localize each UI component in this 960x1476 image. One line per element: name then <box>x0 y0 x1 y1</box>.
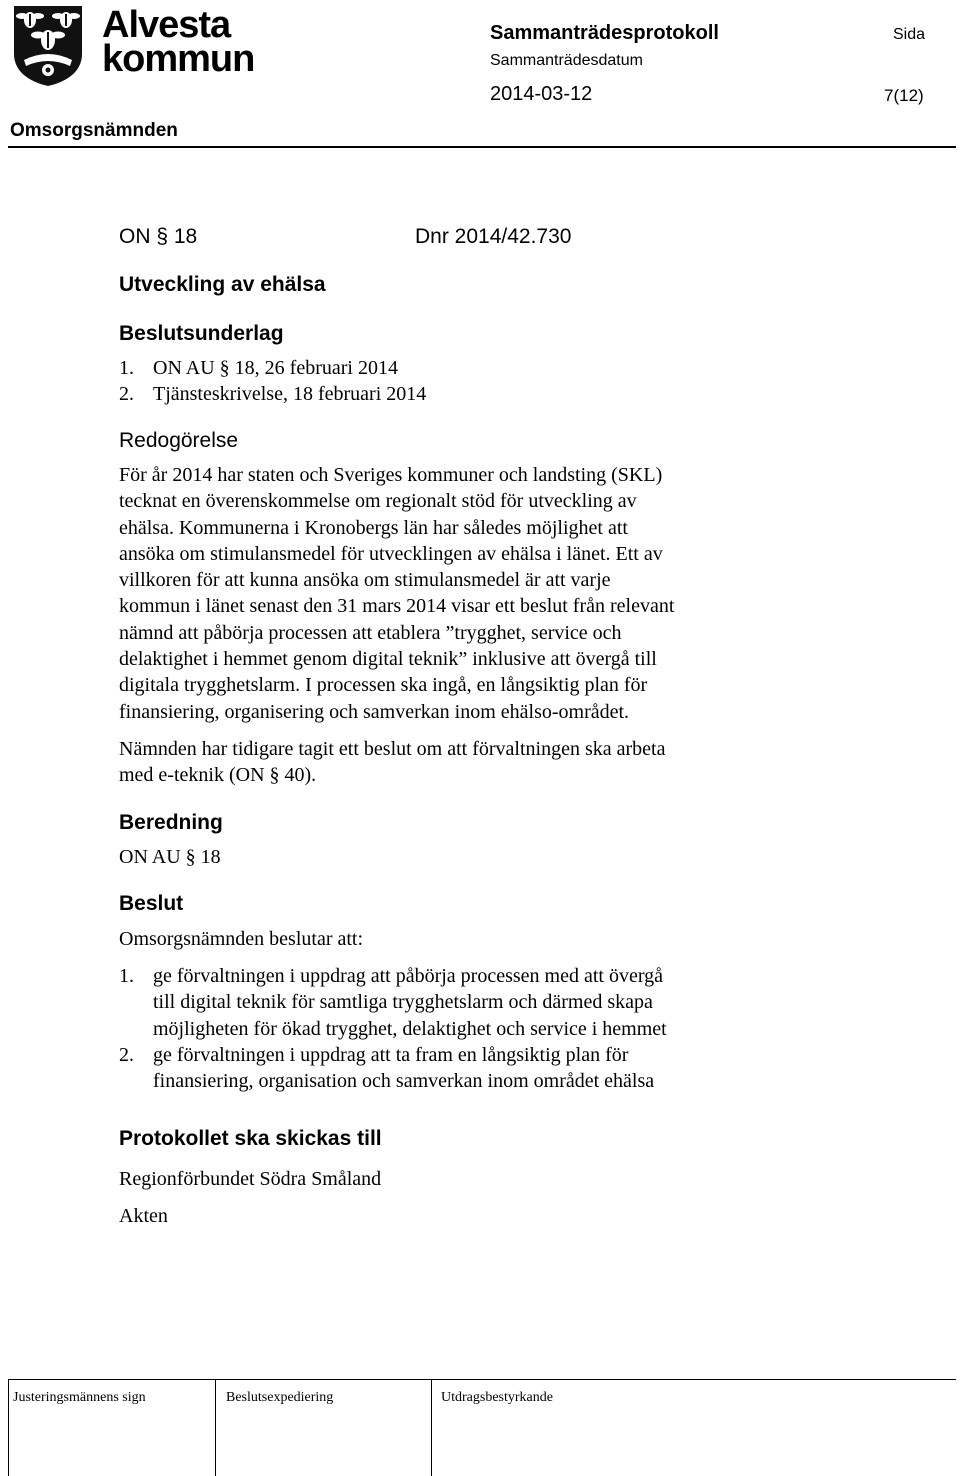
list-item: 1. ON AU § 18, 26 februari 2014 <box>119 357 398 379</box>
list-item: 2. Tjänsteskrivelse, 18 februari 2014 <box>119 383 427 406</box>
recipient: Regionförbundet Södra Småland <box>119 1168 382 1190</box>
municipality-logo <box>10 4 255 88</box>
footer-cell-utdrag <box>431 1380 957 1476</box>
redogorelse-paragraph-1: För år 2014 har staten och Sveriges kommuner och landsting (SKL) tecknat en överenskommelse om regionalt stöd för utveckling av ehälsa. Kommunerna i Kronobergs län har således möjlighet att ansöka om stimulansmedel för utvecklingen av ehälsa i länet. Ett av villkoren för att kunna ansöka om stimulansmedel är att varje kommun i länet senast den 31 mars 2014 visar ett beslut från relevant nämnd att påbörja processen att etablera ”trygghet, service och delaktighet i hemmet genom digital teknik” inklusive att övergå till digitala trygghetslarm. I processen ska ingå, en långsiktig plan för finansiering, organisering och samverkan inom ehälso-området. <box>119 464 675 723</box>
page-label: Sida <box>893 26 926 43</box>
footer-cell-expediering <box>215 1380 431 1476</box>
footer-label: Beslutsexpediering <box>226 1390 334 1405</box>
logo-text-line2: kommun <box>102 38 255 80</box>
case-dnr: Dnr 2014/42.730 <box>415 225 572 248</box>
case-title: Utveckling av ehälsa <box>119 273 326 296</box>
beslutsunderlag-list <box>119 355 426 408</box>
section-heading-beslutsunderlag: Beslutsunderlag <box>119 322 284 345</box>
footer-label: Justeringsmännens sign <box>13 1390 146 1405</box>
doc-title: Sammanträdesprotokoll <box>490 22 719 44</box>
section-heading-protokollet: Protokollet ska skickas till <box>119 1127 382 1150</box>
coat-of-arms-icon <box>10 4 86 88</box>
section-heading-beslut: Beslut <box>119 892 184 915</box>
redogorelse-paragraph-2: Nämnden har tidigare tagit ett beslut om att förvaltningen ska arbeta med e-teknik (ON § 40). <box>119 738 666 787</box>
recipient: Akten <box>119 1205 168 1227</box>
beredning-text: ON AU § 18 <box>119 846 221 868</box>
list-item: 1. ge förvaltningen i uppdrag att påbörja processen med att övergå till digital teknik för samtliga trygghetslarm och därmed skapa möjligheten för ökad trygghet, delaktighet och service i hemmet <box>119 965 667 1040</box>
beslut-intro: Omsorgsnämnden beslutar att: <box>119 928 364 950</box>
list-item: 2. ge förvaltningen i uppdrag att ta fram en långsiktig plan för finansiering, organisation och samverkan inom området ehälsa <box>119 1043 655 1093</box>
committee-name: Omsorgsnämnden <box>10 120 178 141</box>
date-label: Sammanträdesdatum <box>490 52 643 69</box>
signature-footer <box>8 1379 956 1476</box>
section-heading-beredning: Beredning <box>119 811 223 834</box>
footer-label: Utdragsbestyrkande <box>441 1390 553 1405</box>
logo-text-line1: Alvesta <box>102 4 231 46</box>
beslut-list <box>119 963 667 1094</box>
page-number: 7(12) <box>884 86 924 105</box>
footer-cell-signatures <box>8 1380 215 1476</box>
header-divider <box>8 146 956 148</box>
case-number: ON § 18 <box>119 225 198 248</box>
section-heading-redogorelse: Redogörelse <box>119 429 239 452</box>
meeting-date: 2014-03-12 <box>490 83 593 105</box>
